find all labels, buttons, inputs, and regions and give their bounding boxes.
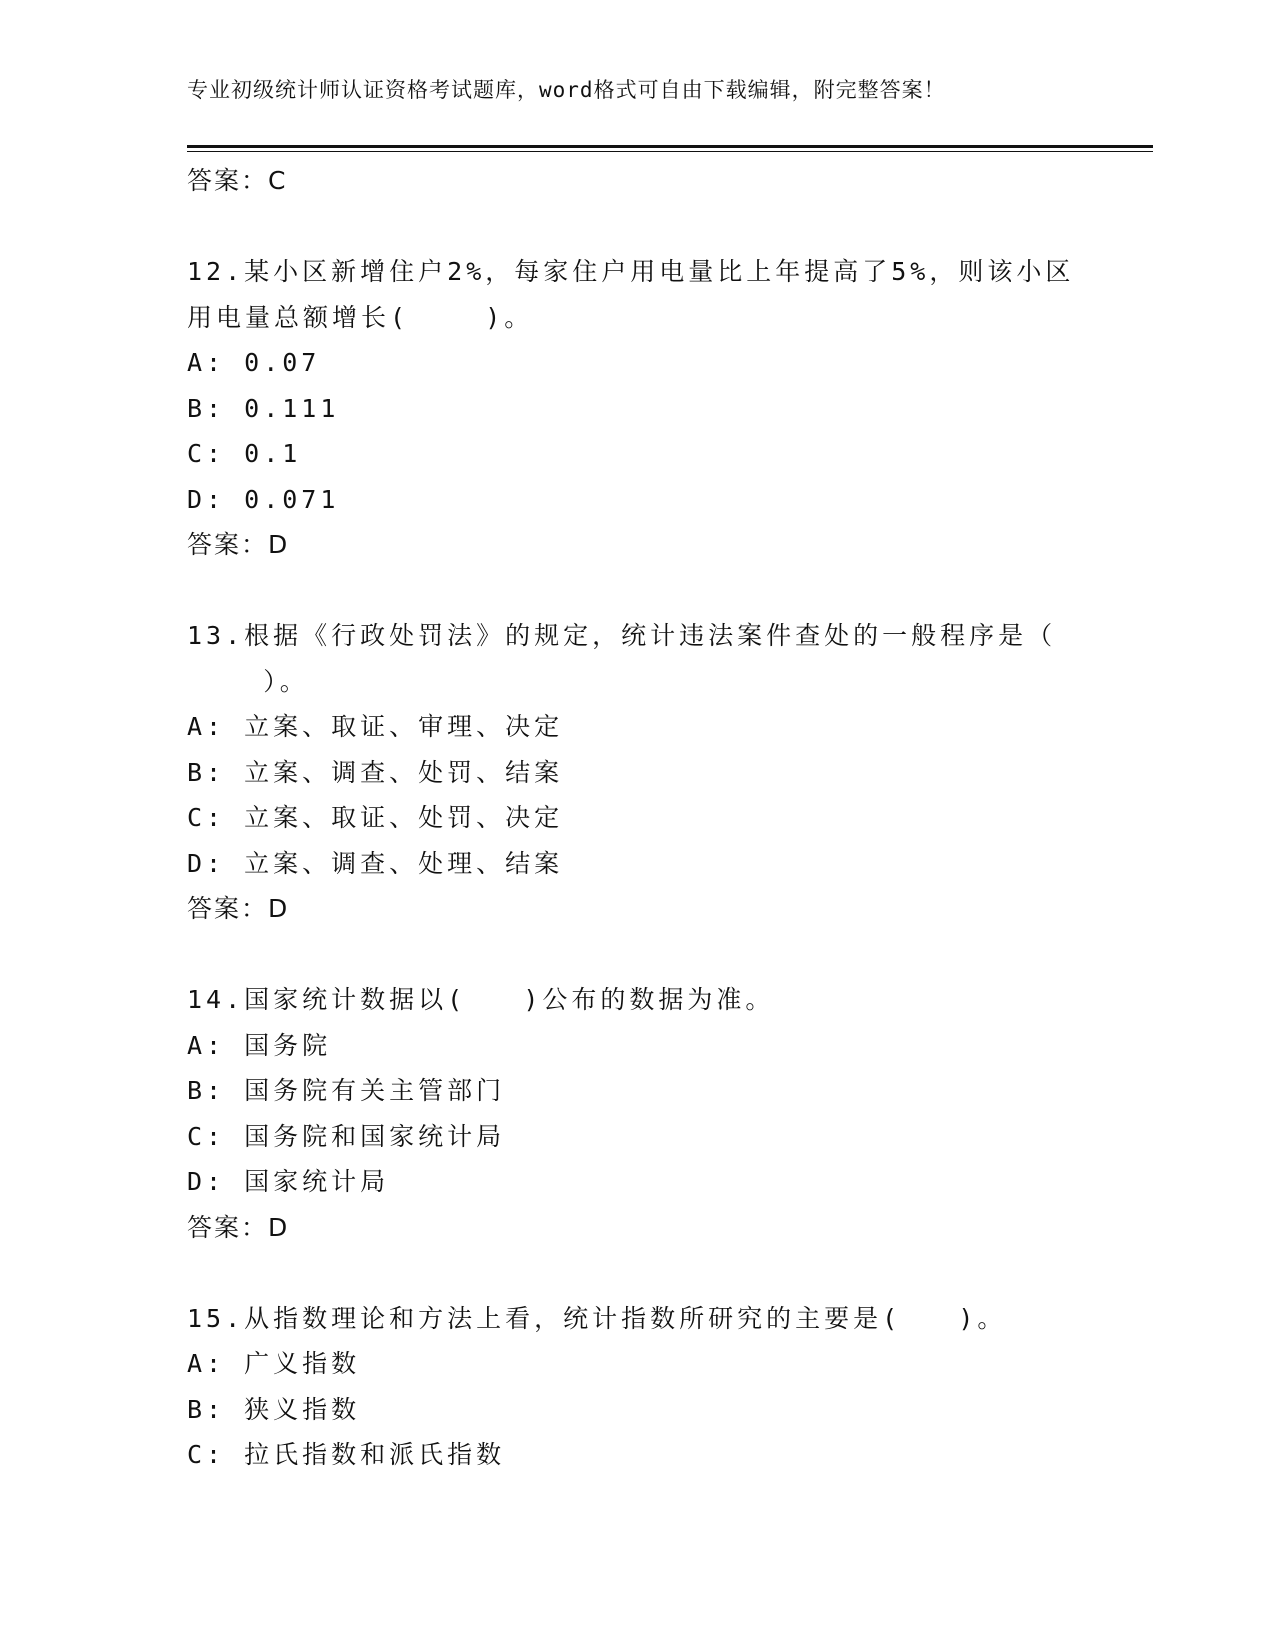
option-d: D: 国家统计局	[187, 1167, 390, 1196]
answer-line: 答案：D	[187, 530, 290, 559]
question-15	[187, 1296, 1067, 1478]
option-b: B: 国务院有关主管部门	[187, 1076, 506, 1105]
question-12	[187, 249, 1075, 568]
question-stem: ）。	[187, 666, 309, 696]
answer-line: 答案：D	[187, 1212, 290, 1242]
page-header: 专业初级统计师认证资格考试题库，word格式可自由下载编辑，附完整答案！	[187, 78, 946, 102]
option-b: B: 狭义指数	[187, 1394, 361, 1424]
option-d: D: 立案、调查、处理、结案	[187, 848, 564, 878]
question-stem: 14.国家统计数据以( )公布的数据为准。	[187, 985, 775, 1014]
option-a: A: 立案、取证、审理、决定	[187, 712, 564, 741]
option-b: B: 立案、调查、处罚、结案	[187, 757, 564, 787]
question-stem: 用电量总额增长( )。	[187, 302, 534, 332]
question-stem: 15.从指数理论和方法上看，统计指数所研究的主要是( )。	[187, 1303, 1007, 1333]
header-rule-thin	[187, 151, 1153, 152]
option-c: C: 立案、取证、处罚、决定	[187, 803, 564, 832]
question-stem: 13.根据《行政处罚法》的规定，统计违法案件查处的一般程序是（	[187, 621, 1057, 650]
header-rule-thick	[187, 145, 1153, 148]
question-14	[187, 977, 1067, 1250]
option-c: C: 拉氏指数和派氏指数	[187, 1440, 506, 1469]
question-13	[187, 613, 1067, 932]
option-c: C: 0.1	[187, 439, 302, 468]
option-b: B: 0.111	[187, 393, 340, 423]
question-stem: 12.某小区新增住户2%，每家住户用电量比上年提高了5%，则该小区	[187, 257, 1075, 286]
option-a: A: 国务院	[187, 1030, 332, 1060]
answer-line: 答案：D	[187, 894, 290, 923]
option-a: A: 广义指数	[187, 1349, 361, 1378]
option-d: D: 0.071	[187, 484, 340, 514]
option-a: A: 0.07	[187, 348, 321, 377]
answer-line: 答案：C	[187, 166, 288, 195]
question-list	[187, 158, 1075, 1478]
option-c: C: 国务院和国家统计局	[187, 1121, 506, 1151]
